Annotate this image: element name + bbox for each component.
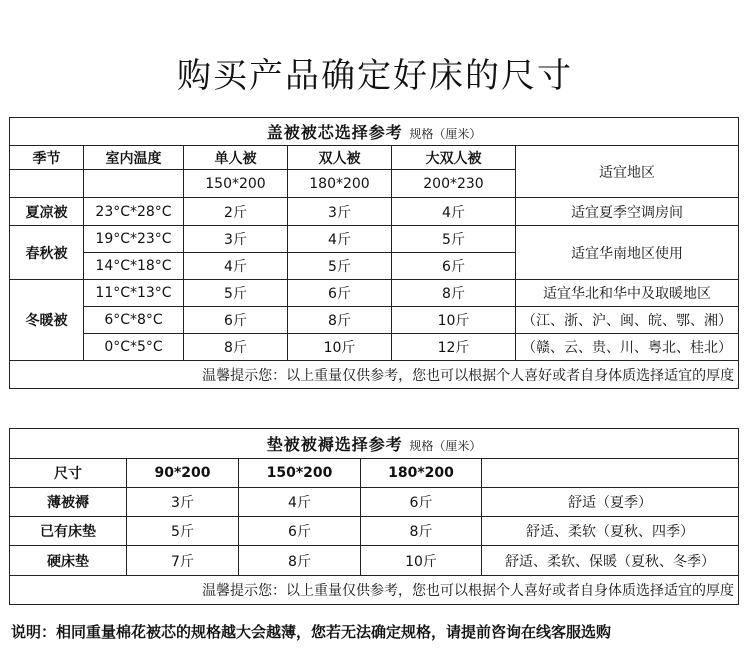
type-cell: 硬床垫	[10, 546, 127, 576]
size-single: 150*200	[184, 170, 288, 198]
table-row	[10, 198, 739, 226]
quilt-table-subtitle: 规格（厘米）	[409, 127, 482, 141]
region-cell: 适宜华北和华中及取暖地区	[516, 280, 739, 307]
temp-cell: 11°C*13°C	[84, 280, 184, 307]
weight-cell: 6斤	[239, 517, 361, 546]
weight-cell: 3斤	[288, 198, 392, 226]
header-size-90: 90*200	[127, 459, 239, 488]
weight-cell: 8斤	[288, 307, 392, 334]
weight-cell: 10斤	[288, 334, 392, 361]
table-row	[10, 488, 739, 517]
temp-cell: 6°C*8°C	[84, 307, 184, 334]
header-size-150: 150*200	[239, 459, 361, 488]
empty-cell	[10, 170, 84, 198]
region-cell: 适宜华南地区使用	[516, 226, 739, 280]
header-large-double: 大双人被	[392, 146, 516, 170]
page-title: 购买产品确定好床的尺寸	[177, 56, 573, 96]
size-double: 180*200	[288, 170, 392, 198]
season-cell: 春秋被	[10, 226, 84, 280]
header-region: 适宜地区	[516, 146, 739, 198]
weight-cell: 12斤	[392, 334, 516, 361]
weight-cell: 5斤	[184, 280, 288, 307]
temp-cell: 23°C*28°C	[84, 198, 184, 226]
region-cell: （江、浙、沪、闽、皖、鄂、湘）	[516, 307, 739, 334]
quilt-table-caption	[10, 118, 739, 146]
temp-cell: 19°C*23°C	[84, 226, 184, 253]
usage-cell: 舒适、柔软、保暖（夏秋、冬季）	[482, 546, 739, 576]
weight-cell: 6斤	[184, 307, 288, 334]
type-cell: 薄被褥	[10, 488, 127, 517]
size-large-double: 200*230	[392, 170, 516, 198]
header-season: 季节	[10, 146, 84, 170]
header-size: 尺寸	[10, 459, 127, 488]
weight-cell: 10斤	[361, 546, 482, 576]
quilt-reference-table	[9, 117, 739, 389]
header-double: 双人被	[288, 146, 392, 170]
region-cell: （赣、云、贵、川、粤北、桂北）	[516, 334, 739, 361]
weight-cell: 3斤	[127, 488, 239, 517]
table-row	[10, 280, 739, 307]
weight-cell: 4斤	[239, 488, 361, 517]
mattress-table-title: 垫被被褥选择参考	[266, 435, 403, 454]
mattress-note: 温馨提示您：以上重量仅供参考，您也可以根据个人喜好或者自身体质选择适宜的厚度	[10, 576, 739, 605]
weight-cell: 5斤	[288, 253, 392, 280]
weight-cell: 3斤	[184, 226, 288, 253]
weight-cell: 7斤	[127, 546, 239, 576]
weight-cell: 8斤	[239, 546, 361, 576]
weight-cell: 4斤	[288, 226, 392, 253]
type-cell: 已有床垫	[10, 517, 127, 546]
weight-cell: 5斤	[392, 226, 516, 253]
temp-cell: 0°C*5°C	[84, 334, 184, 361]
mattress-reference-table	[9, 428, 739, 605]
weight-cell: 8斤	[361, 517, 482, 546]
weight-cell: 8斤	[392, 280, 516, 307]
weight-cell: 2斤	[184, 198, 288, 226]
usage-cell: 舒适（夏季）	[482, 488, 739, 517]
header-size-180: 180*200	[361, 459, 482, 488]
weight-cell: 5斤	[127, 517, 239, 546]
weight-cell: 6斤	[392, 253, 516, 280]
mattress-table-subtitle: 规格（厘米）	[409, 439, 482, 453]
quilt-note: 温馨提示您：以上重量仅供参考，您也可以根据个人喜好或者自身体质选择适宜的厚度	[10, 361, 739, 389]
quilt-table-title: 盖被被芯选择参考	[266, 123, 403, 142]
footer-note: 说明：相同重量棉花被芯的规格越大会越薄，您若无法确定规格，请提前咨询在线客服选购	[11, 623, 612, 641]
empty-cell	[84, 170, 184, 198]
weight-cell: 6斤	[361, 488, 482, 517]
table-row	[10, 517, 739, 546]
weight-cell: 10斤	[392, 307, 516, 334]
table-row	[10, 546, 739, 576]
table-row	[10, 226, 739, 253]
weight-cell: 6斤	[288, 280, 392, 307]
header-usage	[482, 459, 739, 488]
usage-cell: 舒适、柔软（夏秋、四季）	[482, 517, 739, 546]
season-cell: 夏凉被	[10, 198, 84, 226]
weight-cell: 8斤	[184, 334, 288, 361]
temp-cell: 14°C*18°C	[84, 253, 184, 280]
header-single: 单人被	[184, 146, 288, 170]
table-row	[10, 307, 739, 334]
table-row	[10, 334, 739, 361]
header-indoor-temp: 室内温度	[84, 146, 184, 170]
weight-cell: 4斤	[392, 198, 516, 226]
region-cell: 适宜夏季空调房间	[516, 198, 739, 226]
mattress-table-caption	[10, 429, 739, 459]
season-cell: 冬暖被	[10, 280, 84, 361]
weight-cell: 4斤	[184, 253, 288, 280]
